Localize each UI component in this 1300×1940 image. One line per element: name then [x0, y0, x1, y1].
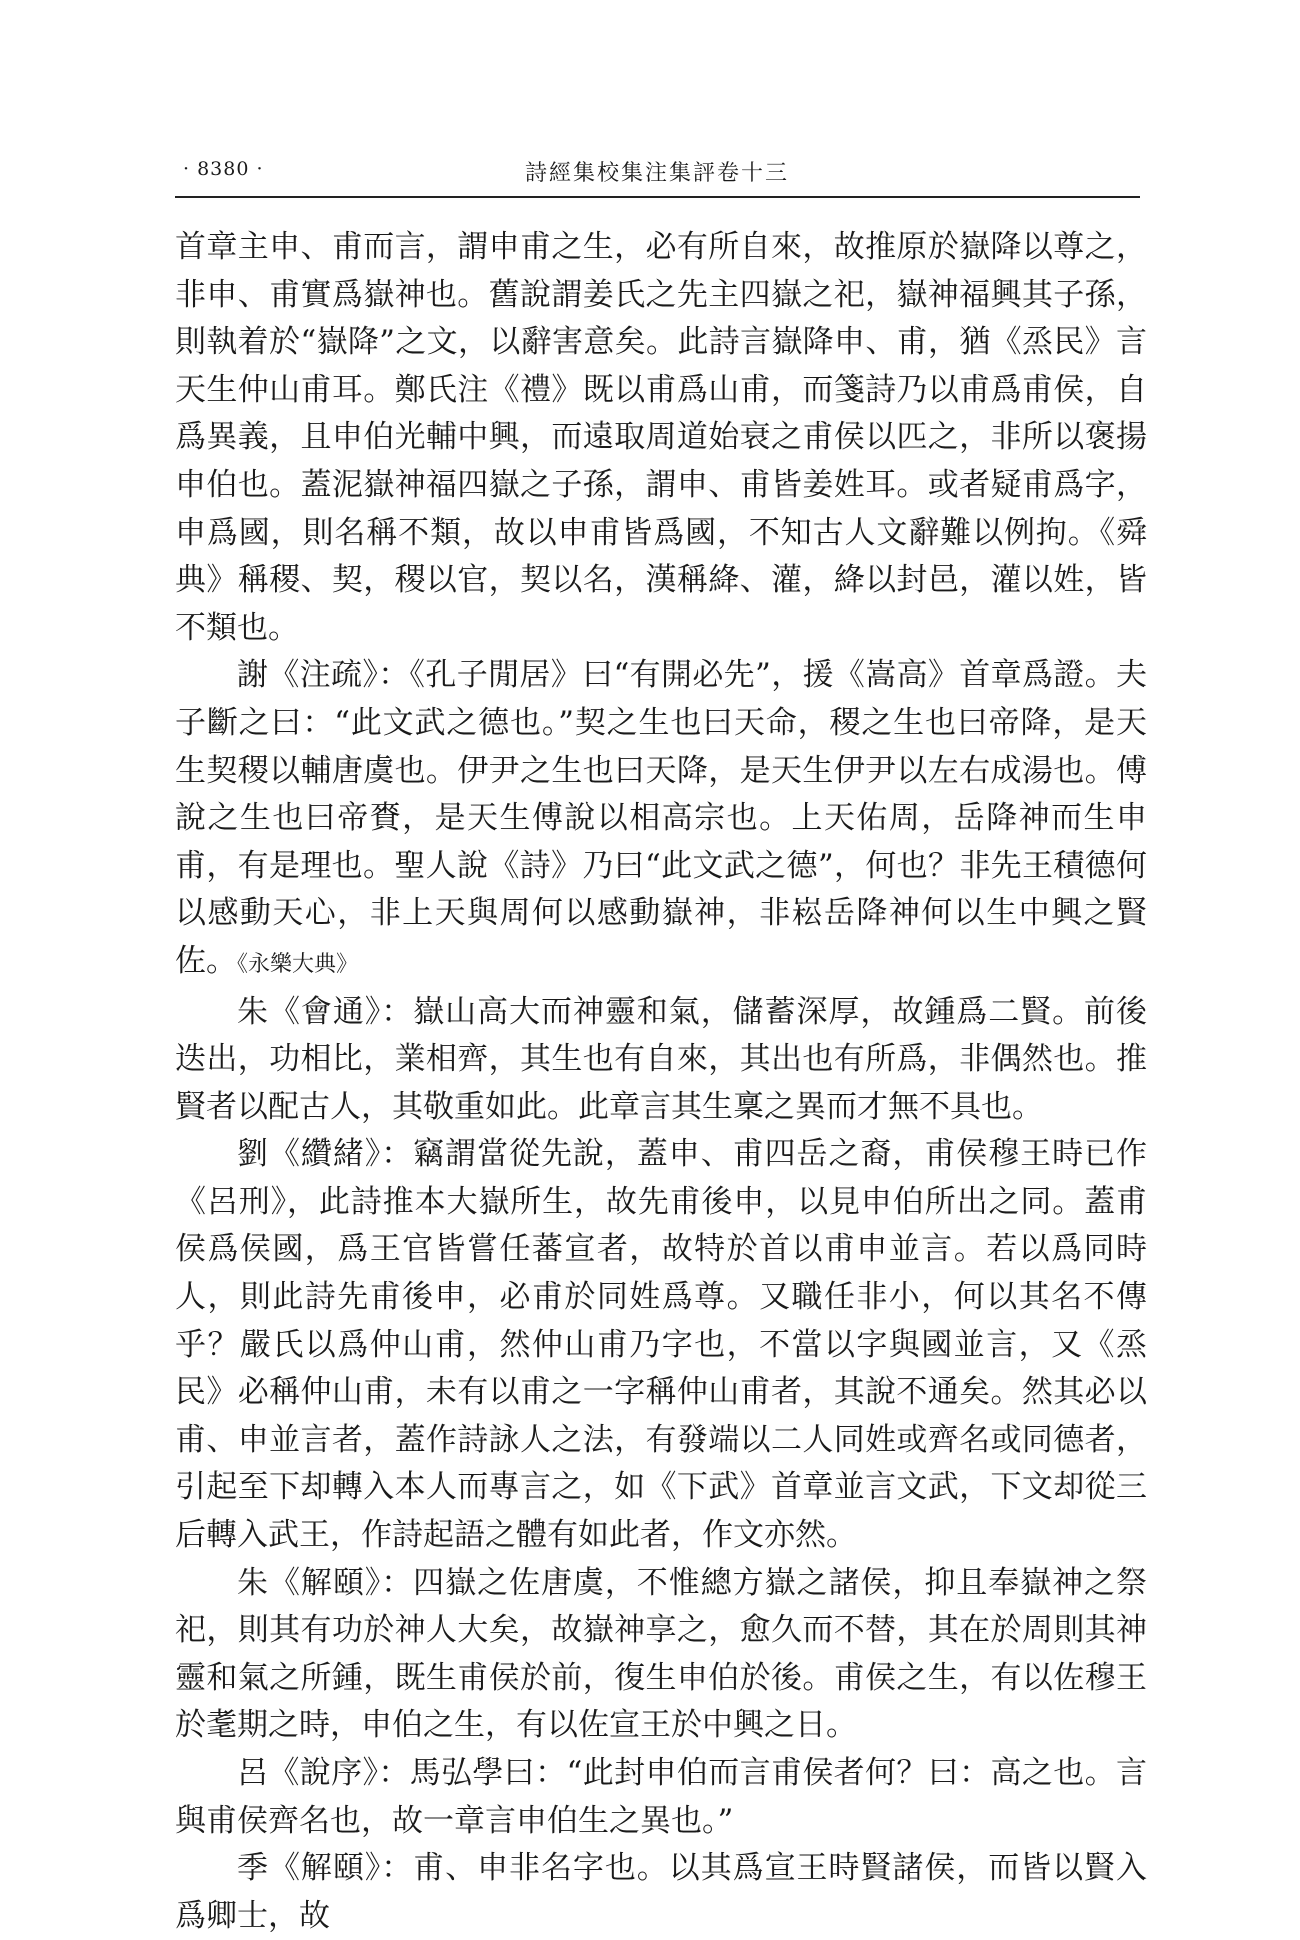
running-header	[155, 158, 1155, 198]
paragraph: 呂《說序》：馬弘學曰：“此封申伯而言甫侯者何？曰：高之也。言與甫侯齊名也，故一章言申伯生之異也。”	[175, 1755, 1147, 1839]
paragraph: 劉《纘緒》：竊謂當從先說，蓋申、甫四岳之裔，甫侯穆王時已作《呂刑》，此詩推本大嶽所生，故先甫後申，以見申伯所出之同。蓋甫侯爲侯國，爲王官皆嘗任蕃宣者，故特於首以甫申並言。若以爲同時人，則此詩先甫後申，必甫於同姓爲尊。又職任非小，何以其名不傳乎？嚴氏以爲仲山甫，然仲山甫乃字也，不當以字與國並言，又《烝民》必稱仲山甫，未有以甫之一字稱仲山甫者，其說不通矣。然其必以甫、申並言者，蓋作詩詠人之法，有發端以二人同姓或齊名或同德者，引起至下却轉入本人而專言之，如《下武》首章並言文武，下文却從三后轉入武王，作詩起語之體有如此者，作文亦然。	[175, 1136, 1147, 1554]
source-note: 《永樂大典》	[237, 951, 359, 977]
running-title: 詩經集校集注集評卷十三	[525, 161, 790, 186]
header-rule	[175, 196, 1140, 198]
page-number: · 8380 ·	[183, 158, 264, 180]
paragraph: 朱《會通》：嶽山高大而神靈和氣，儲蓄深厚，故鍾爲二賢。前後迭出，功相比，業相齊，其生也有自來，其出也有所爲，非偶然也。推賢者以配古人，其敬重如此。此章言其生稟之異而才無不具也。	[175, 993, 1147, 1125]
paragraph: 朱《解頤》：四嶽之佐唐虞，不惟總方嶽之諸侯，抑且奉嶽神之祭祀，則其有功於神人大矣，故嶽神享之，愈久而不替，其在於周則其神靈和氣之所鍾，既生甫侯於前，復生申伯於後。甫侯之生，有以佐穆王於耄期之時，申伯之生，有以佐宣王於中興之日。	[175, 1564, 1147, 1744]
paragraph-text: 謝《注疏》：《孔子閒居》曰“有開必先”，援《嵩高》首章爲證。夫子斷之曰：“此文武之德也。”契之生也曰天命，稷之生也曰帝降，是天生契稷以輔唐虞也。伊尹之生也曰天降，是天生伊尹以左右成湯也。傅說之生也曰帝賚，是天生傅說以相高宗也。上天佑周，岳降神而生申甫，有是理也。聖人說《詩》乃曰“此文武之德”，何也？非先王積德何以感動天心，非上天與周何以感動嶽神，非崧岳降神何以生中興之賢佐。	[175, 657, 1147, 979]
body-text	[175, 224, 1147, 1940]
paragraph: 首章主申、甫而言，謂申甫之生，必有所自來，故推原於嶽降以尊之，非申、甫實爲嶽神也。舊說謂姜氏之先主四嶽之祀，嶽神福興其子孫，則執着於“嶽降”之文，以辭害意矣。此詩言嶽降申、甫，猶《烝民》言天生仲山甫耳。鄭氏注《禮》既以甫爲山甫，而箋詩乃以甫爲甫侯，自爲異義，且申伯光輔中興，而遠取周道始衰之甫侯以匹之，非所以褒揚申伯也。蓋泥嶽神福四嶽之子孫，謂申、甫皆姜姓耳。或者疑甫爲字，申爲國，則名稱不類，故以申甫皆爲國，不知古人文辭難以例拘。《舜典》稱稷、契，稷以官，契以名，漢稱絳、灌，絳以封邑，灌以姓，皆不類也。	[175, 229, 1147, 646]
paragraph	[175, 652, 1147, 988]
paragraph: 季《解頤》：甫、申非名字也。以其爲宣王時賢諸侯，而皆以賢入爲卿士，故	[175, 1850, 1147, 1934]
